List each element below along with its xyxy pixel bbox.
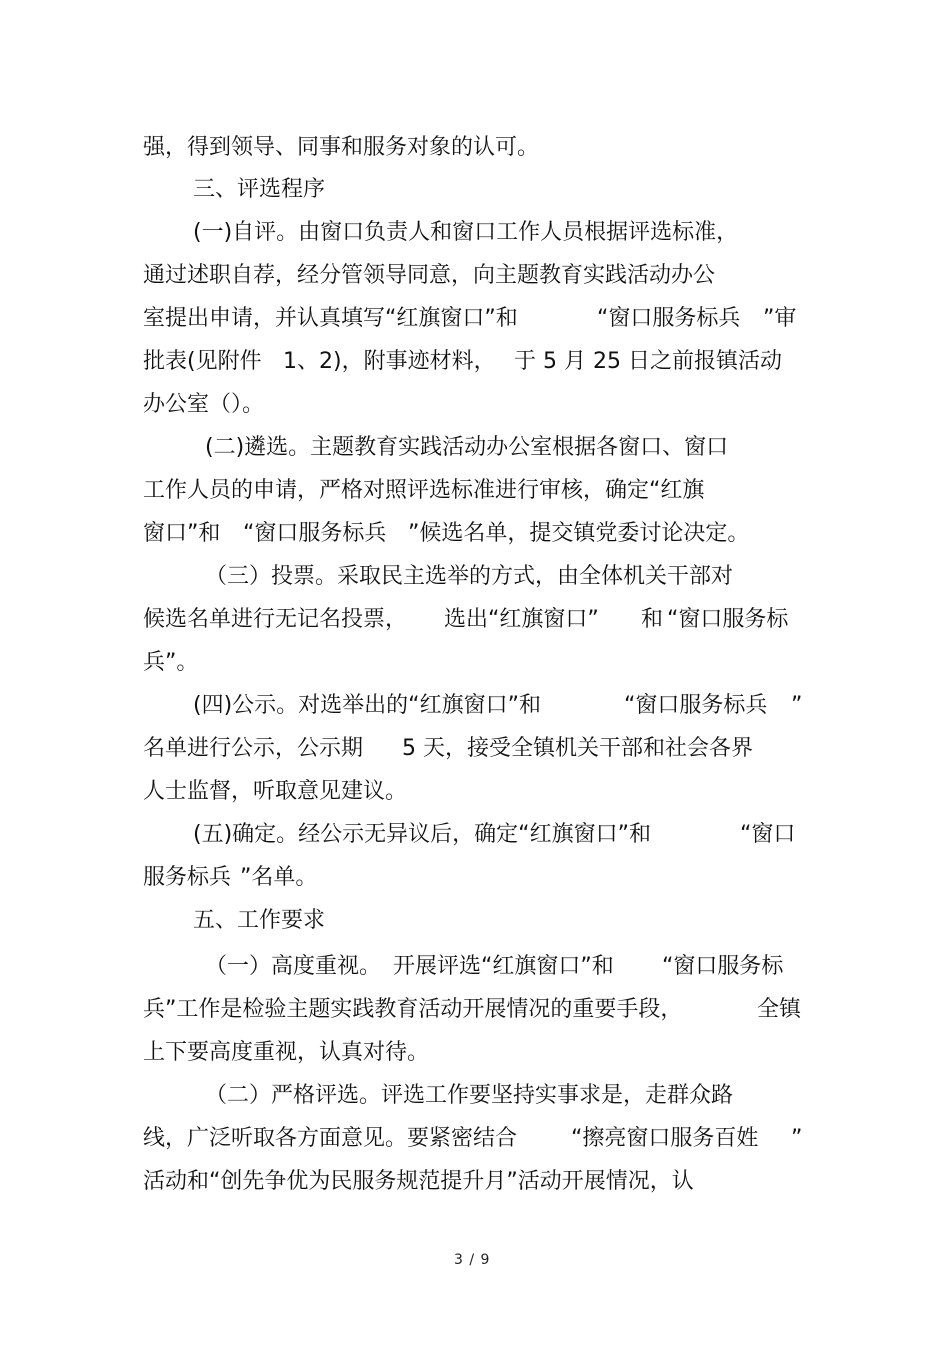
text-line <box>0 213 950 253</box>
text-line <box>0 299 950 339</box>
text-segment: 和 <box>641 607 664 632</box>
text-segment: “窗口服务标 <box>662 954 784 979</box>
text-segment: 强，得到领导、同事和服务对象的认可。 <box>143 135 540 160</box>
text-line <box>0 729 950 769</box>
section-heading <box>0 901 950 941</box>
text-line <box>0 1162 950 1202</box>
text-line <box>0 772 950 812</box>
text-segment: 办公室（）。 <box>143 392 265 417</box>
text-segment: “窗口服务标兵 <box>624 693 768 718</box>
text-segment: ”候选名单，提交镇党委讨论决定。 <box>408 521 750 546</box>
text-segment: （三）投票。采取民主选举的方式，由全体机关干部对 <box>205 564 734 589</box>
text-segment: 全镇 <box>757 997 802 1022</box>
text-segment: 窗口”和 <box>143 521 221 546</box>
text-line <box>0 557 950 597</box>
text-line <box>0 514 950 554</box>
text-segment: “窗口 <box>740 822 796 847</box>
text-segment: 于 5 月 25 日之前报镇活动 <box>514 349 782 374</box>
text-segment: “窗口服务标兵 <box>597 306 741 331</box>
text-line <box>0 1119 950 1159</box>
text-segment: （一）高度重视。 <box>205 954 382 979</box>
text-segment: 室提出申请，并认真填写“红旗窗口”和 <box>143 306 518 331</box>
text-segment: 人士监督，听取意见建议。 <box>143 779 408 804</box>
text-segment: 兵”工作是检验主题实践教育活动开展情况的重要手段， <box>143 997 683 1022</box>
text-segment: ”审 <box>763 306 797 331</box>
text-segment: ” <box>791 693 803 718</box>
text-line <box>0 385 950 425</box>
text-line <box>0 815 950 855</box>
text-segment: （二）严格评选。评选工作要坚持实事求是，走群众路 <box>205 1083 734 1108</box>
text-segment: 通过述职自荐，经分管领导同意，向主题教育实践活动办公 <box>143 263 716 288</box>
text-line <box>0 643 950 683</box>
page-number-text: 3 / 9 <box>454 1252 491 1268</box>
text-line <box>0 1033 950 1073</box>
text-segment: 服务标兵 <box>143 865 232 890</box>
text-line <box>0 990 950 1030</box>
text-segment: 名单进行公示，公示期 <box>143 736 364 761</box>
text-segment: “擦亮窗口服务百姓 <box>571 1126 759 1151</box>
text-line <box>0 342 950 382</box>
text-line <box>0 947 950 987</box>
section-heading <box>0 170 950 210</box>
text-line <box>0 1076 950 1116</box>
text-segment: “窗口服务标兵 <box>243 521 387 546</box>
text-segment: 三、评选程序 <box>193 177 326 202</box>
text-line <box>0 471 950 511</box>
text-segment: 候选名单进行无记名投票， <box>143 607 408 632</box>
text-segment: (一)自评。由窗口负责人和窗口工作人员根据评选标准， <box>193 220 739 245</box>
text-line <box>0 428 950 468</box>
page-number <box>0 1250 950 1270</box>
text-segment: 活动和“创先争优为民服务规范提升月”活动开展情况，认 <box>143 1169 694 1194</box>
text-segment: 1、2)，附事迹材料， <box>283 349 496 374</box>
text-segment: 五、工作要求 <box>193 908 326 933</box>
text-segment: (四)公示。对选举出的“红旗窗口”和 <box>193 693 541 718</box>
text-line <box>0 128 950 168</box>
text-segment: ” <box>791 1126 803 1151</box>
text-line <box>0 858 950 898</box>
text-segment: ”名单。 <box>240 865 318 890</box>
text-segment: 工作人员的申请，严格对照评选标准进行审核，确定“红旗 <box>143 478 705 503</box>
text-segment: (二)遴选。主题教育实践活动办公室根据各窗口、窗口 <box>205 435 729 460</box>
text-segment: (五)确定。经公示无异议后，确定“红旗窗口”和 <box>193 822 651 847</box>
text-line <box>0 256 950 296</box>
text-line <box>0 686 950 726</box>
text-segment: 线，广泛听取各方面意见。要紧密结合 <box>143 1126 518 1151</box>
text-segment: “窗口服务标 <box>667 607 789 632</box>
text-segment: 上下要高度重视，认真对待。 <box>143 1040 430 1065</box>
text-segment: 兵”。 <box>143 650 199 675</box>
text-segment: 批表(见附件 <box>143 349 262 374</box>
text-segment: 5 天，接受全镇机关干部和社会各界 <box>402 736 753 761</box>
text-line <box>0 600 950 640</box>
text-segment: 选出“红旗窗口” <box>444 607 599 632</box>
text-segment: 开展评选“红旗窗口”和 <box>393 954 614 979</box>
